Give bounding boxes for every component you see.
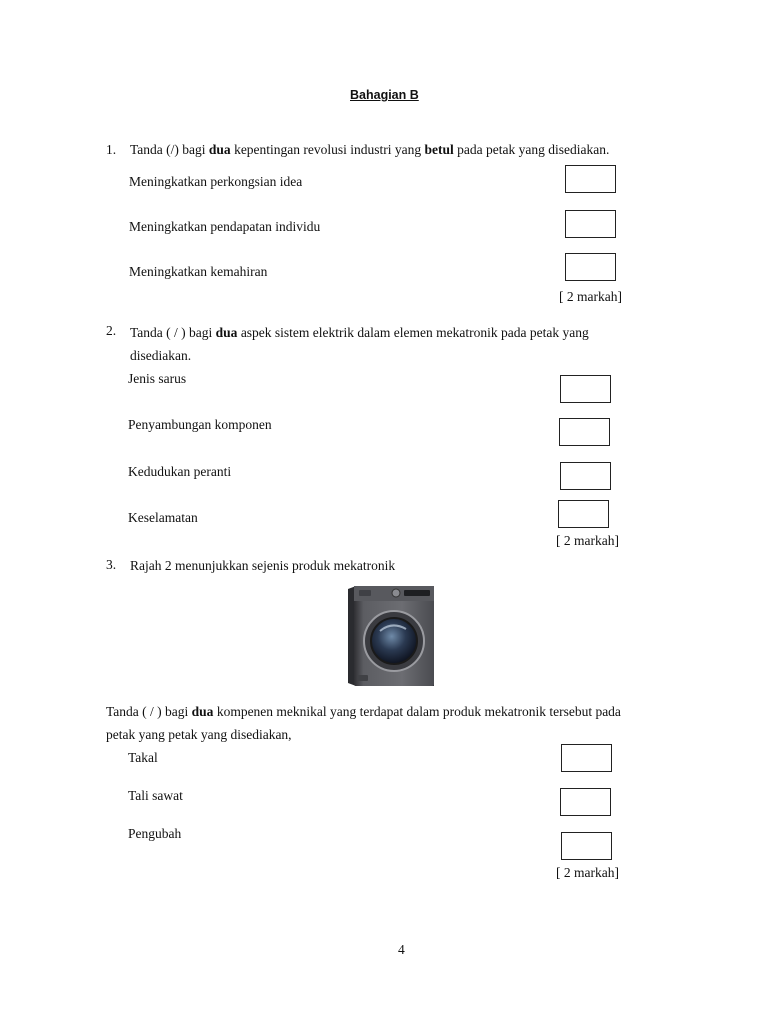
q1-number: 1. — [106, 142, 117, 157]
q3-option-2: Tali sawat — [128, 788, 183, 803]
q2-question-text: Tanda ( / ) bagi dua aspek sistem elektrik dalam elemen mekatronik pada petak yang — [130, 325, 589, 340]
q1-option-1: Meningkatkan perkongsian idea — [129, 174, 303, 189]
q1-checkbox-1[interactable] — [565, 165, 616, 193]
q2-option-2: Penyambungan komponen — [128, 417, 272, 432]
q3-checkbox-1[interactable] — [561, 744, 612, 772]
q2-option-4: Keselamatan — [128, 510, 198, 525]
q3-question-text-cont: petak yang petak yang disediakan, — [106, 727, 292, 742]
q3-option-1: Takal — [128, 750, 158, 765]
q2-checkbox-1[interactable] — [560, 375, 611, 403]
q2-question-text-cont: disediakan. — [130, 348, 192, 363]
q3-checkbox-3[interactable] — [561, 832, 612, 860]
page-number: 4 — [398, 942, 405, 957]
q3-intro-text: Rajah 2 menunjukkan sejenis produk mekatronik — [130, 558, 396, 573]
q3-checkbox-2[interactable] — [560, 788, 611, 816]
q1-checkbox-2[interactable] — [565, 210, 616, 238]
q1-checkbox-3[interactable] — [565, 253, 616, 281]
q1-option-2: Meningkatkan pendapatan individu — [129, 219, 321, 234]
q2-marks: [ 2 markah] — [556, 533, 619, 548]
q3-question-text: Tanda ( / ) bagi dua kompenen meknikal yang terdapat dalam produk mekatronik tersebut pada — [106, 704, 621, 719]
q2-checkbox-3[interactable] — [560, 462, 611, 490]
q2-checkbox-4[interactable] — [558, 500, 609, 528]
washing-machine-icon — [344, 585, 436, 690]
q2-option-1: Jenis sarus — [128, 371, 187, 386]
q1-question-text: Tanda (/) bagi dua kepentingan revolusi industri yang betul pada petak yang disediakan. — [130, 142, 610, 157]
q1-marks: [ 2 markah] — [559, 289, 622, 304]
section-title: Bahagian B — [350, 88, 419, 102]
q3-number: 3. — [106, 557, 117, 572]
q2-option-3: Kedudukan peranti — [128, 464, 232, 479]
q1-option-3: Meningkatkan kemahiran — [129, 264, 268, 279]
q3-marks: [ 2 markah] — [556, 865, 619, 880]
q2-number: 2. — [106, 323, 117, 338]
q2-checkbox-2[interactable] — [559, 418, 610, 446]
q3-option-3: Pengubah — [128, 826, 182, 841]
